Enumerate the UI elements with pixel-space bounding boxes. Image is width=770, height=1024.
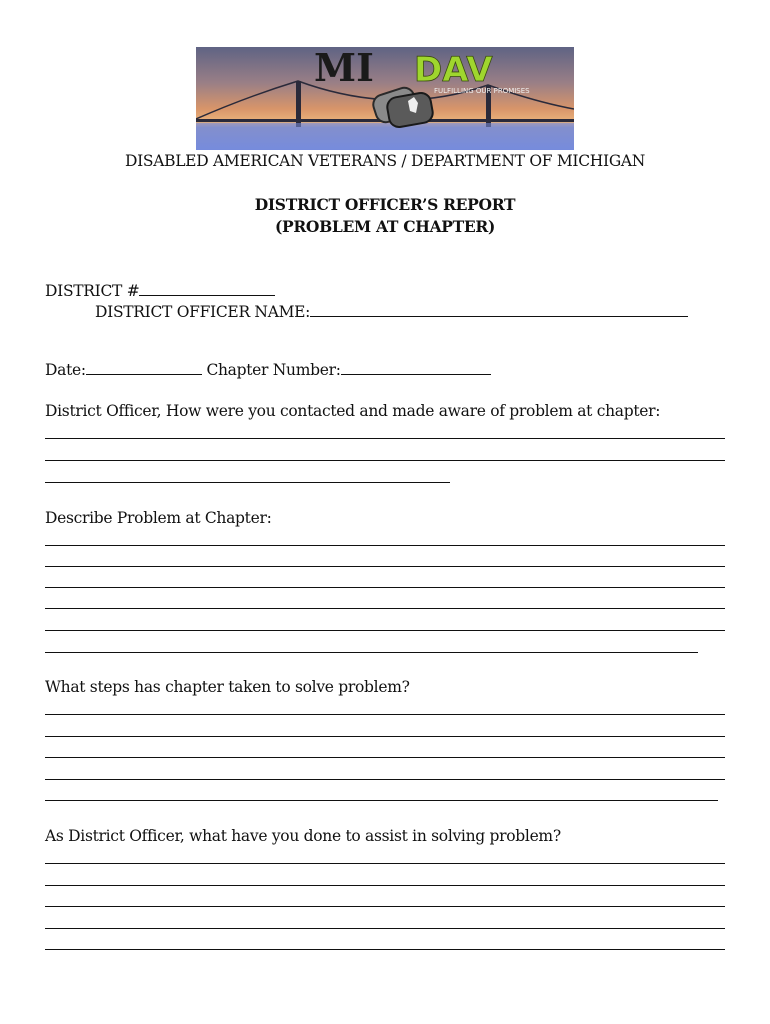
district-input[interactable]	[139, 281, 275, 296]
answer-line[interactable]	[45, 460, 725, 461]
answer-line[interactable]	[45, 800, 718, 801]
logo-dav-text: DAV	[414, 50, 493, 90]
district-field-row	[45, 281, 275, 300]
chapter-number-input[interactable]	[341, 360, 491, 375]
date-input[interactable]	[86, 360, 202, 375]
mi-dav-logo	[196, 47, 574, 150]
answer-line[interactable]	[45, 885, 725, 886]
answer-line[interactable]	[45, 545, 725, 546]
answer-line[interactable]	[45, 608, 725, 609]
answer-line[interactable]	[45, 863, 725, 864]
date-chapter-row	[45, 360, 491, 379]
answer-line[interactable]	[45, 779, 725, 780]
chapter-number-label: Chapter Number:	[206, 361, 341, 379]
organization-header: DISABLED AMERICAN VETERANS / DEPARTMENT OF MICHIGAN	[124, 152, 646, 170]
answer-line[interactable]	[45, 714, 725, 715]
answer-line[interactable]	[45, 736, 725, 737]
report-title: DISTRICT OFFICER’S REPORT	[254, 195, 516, 214]
officer-name-field-row	[95, 302, 688, 321]
report-subtitle: (PROBLEM AT CHAPTER)	[274, 217, 496, 236]
date-label: Date:	[45, 361, 86, 379]
question-contacted: District Officer, How were you contacted and made aware of problem at chapter:	[45, 402, 661, 420]
officer-name-label: DISTRICT OFFICER NAME:	[95, 303, 311, 321]
answer-line[interactable]	[45, 587, 725, 588]
answer-line[interactable]	[45, 566, 725, 567]
answer-line[interactable]	[45, 438, 725, 439]
answer-line[interactable]	[45, 906, 725, 907]
answer-line[interactable]	[45, 652, 698, 653]
question-assist: As District Officer, what have you done to assist in solving problem?	[45, 827, 561, 845]
answer-line[interactable]	[45, 482, 450, 483]
question-steps: What steps has chapter taken to solve problem?	[45, 678, 410, 696]
district-label: DISTRICT #	[45, 282, 140, 300]
answer-line[interactable]	[45, 928, 725, 929]
officer-name-input[interactable]	[310, 302, 688, 317]
logo-tagline: FULFILLING OUR PROMISES	[434, 87, 530, 95]
answer-line[interactable]	[45, 630, 725, 631]
logo-mi-text: MI	[314, 47, 374, 90]
question-describe: Describe Problem at Chapter:	[45, 509, 272, 527]
answer-line[interactable]	[45, 949, 725, 950]
answer-line[interactable]	[45, 757, 725, 758]
